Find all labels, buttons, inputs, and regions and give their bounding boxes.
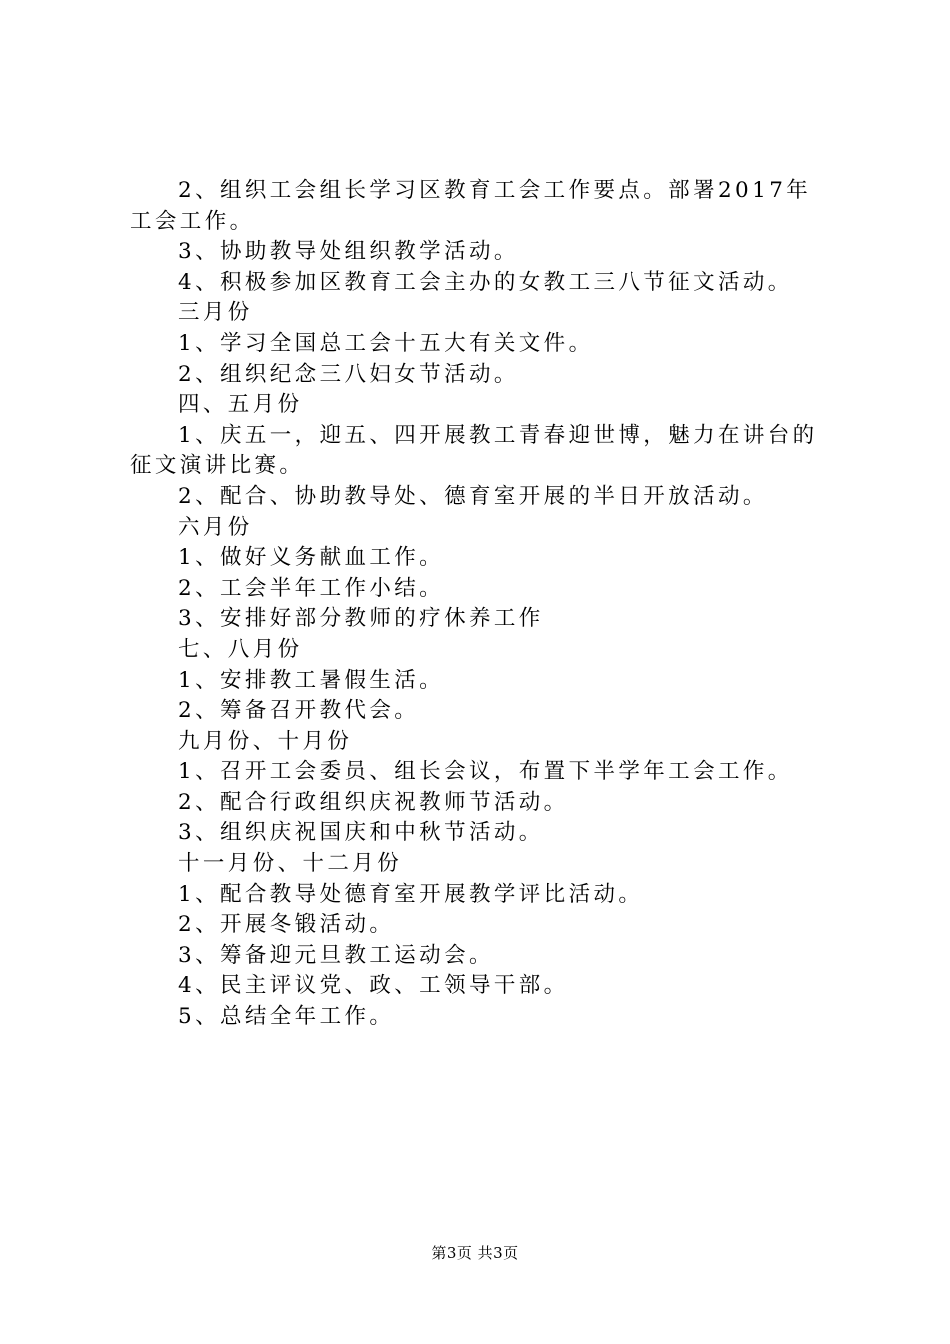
paragraph: 2、配合行政组织庆祝教师节活动。	[178, 789, 569, 815]
paragraph: 4、民主评议党、政、工领导干部。	[178, 973, 569, 999]
paragraph: 2、开展冬锻活动。	[178, 912, 395, 938]
section-heading: 十一月份、十二月份	[178, 851, 403, 877]
paragraph: 2、组织纪念三八妇女节活动。	[178, 361, 519, 387]
document-body	[130, 176, 830, 1033]
section-heading: 九月份、十月份	[178, 728, 353, 754]
page-footer: 第3页 共3页	[431, 1244, 519, 1262]
paragraph: 2、组织工会组长学习区教育工会工作要点。部署2017年工会工作。	[130, 178, 812, 234]
paragraph: 1、做好义务献血工作。	[178, 545, 445, 571]
section-heading: 四、五月份	[178, 392, 303, 418]
paragraph: 2、筹备召开教代会。	[178, 698, 420, 724]
paragraph: 1、安排教工暑假生活。	[178, 667, 445, 693]
paragraph: 1、学习全国总工会十五大有关文件。	[178, 330, 594, 356]
paragraph: 3、组织庆祝国庆和中秋节活动。	[178, 820, 544, 846]
paragraph: 3、筹备迎元旦教工运动会。	[178, 942, 494, 968]
paragraph: 2、工会半年工作小结。	[178, 575, 445, 601]
paragraph: 1、庆五一，迎五、四开展教工青春迎世博，魅力在讲台的征文演讲比赛。	[130, 422, 818, 479]
paragraph: 1、召开工会委员、组长会议，布置下半学年工会工作。	[178, 759, 793, 785]
paragraph: 3、协助教导处组织教学活动。	[178, 239, 519, 265]
paragraph: 5、总结全年工作。	[178, 1004, 395, 1030]
section-heading: 七、八月份	[178, 636, 303, 662]
paragraph: 3、安排好部分教师的疗休养工作	[178, 606, 544, 632]
paragraph: 4、积极参加区教育工会主办的女教工三八节征文活动。	[178, 269, 793, 295]
section-heading: 三月份	[178, 300, 253, 326]
paragraph: 1、配合教导处德育室开展教学评比活动。	[178, 881, 644, 907]
paragraph: 2、配合、协助教导处、德育室开展的半日开放活动。	[178, 483, 768, 509]
section-heading: 六月份	[178, 514, 253, 540]
